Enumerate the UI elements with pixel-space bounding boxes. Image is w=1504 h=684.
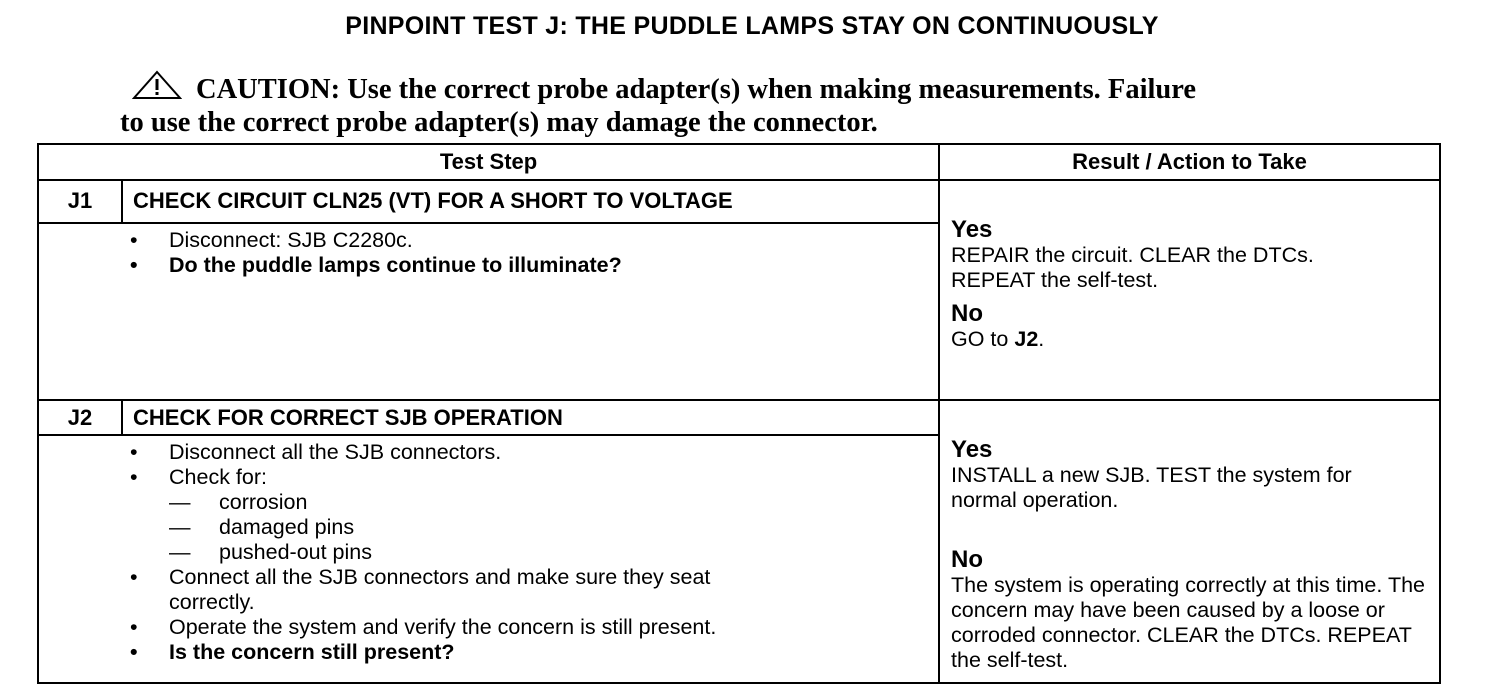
result-no-j1	[951, 301, 1429, 352]
list-item: • Do the puddle lamps continue to illuminate?	[130, 252, 622, 277]
list-item: — pushed-out pins	[169, 540, 372, 564]
result-no-suffix: .	[1038, 327, 1045, 351]
page-title: PINPOINT TEST J: THE PUDDLE LAMPS STAY ON CONTINUOUSLY	[345, 12, 1159, 40]
list-item: • Operate the system and verify the concern is still present.	[130, 615, 717, 639]
list-item: • Disconnect all the SJB connectors.	[130, 440, 502, 464]
result-yes-j1	[951, 217, 1429, 293]
result-no-text	[951, 327, 1429, 352]
caution-line-1	[120, 70, 1340, 107]
step-title-j2: CHECK FOR CORRECT SJB OPERATION	[122, 400, 939, 435]
caution-label: CAUTION:	[196, 74, 341, 105]
step-title-j1: CHECK CIRCUIT CLN25 (VT) FOR A SHORT TO VOLTAGE	[122, 180, 939, 223]
list-item: • Connect all the SJB connectors and make sure they seat correctly.	[130, 565, 711, 614]
result-yes-text: INSTALL a new SJB. TEST the system for normal operation.	[951, 463, 1352, 512]
list-item: — corrosion	[169, 490, 308, 514]
warning-triangle-icon	[132, 70, 182, 107]
result-no-label: No	[951, 546, 984, 573]
list-item: • Is the concern still present?	[130, 640, 455, 664]
list-item: • Check for:	[130, 465, 267, 489]
list-item: • Disconnect: SJB C2280c.	[130, 227, 413, 252]
result-yes-label: Yes	[951, 436, 993, 463]
step-row-j2-title	[38, 400, 1440, 435]
step-body-j1	[122, 223, 939, 400]
step-id-j2: J2	[38, 400, 122, 435]
result-no-j2	[951, 547, 1429, 673]
table-header-row	[38, 144, 1440, 180]
caution-text-line-1: Use the correct probe adapter(s) when making measurements. Failure	[347, 74, 1197, 105]
result-no-label: No	[951, 300, 984, 327]
pinpoint-test-table	[37, 143, 1441, 684]
step-row-j1-title	[38, 180, 1440, 223]
result-no-prefix: GO to	[951, 327, 1009, 351]
step-result-j2	[939, 400, 1440, 683]
caution-text-line-2: to use the correct probe adapter(s) may damage the connector.	[120, 107, 878, 138]
result-no-text: The system is operating correctly at this time. The concern may have been caused by a loose or corroded connector. CLEAR the DTCs. REPEAT the self-test.	[951, 573, 1425, 672]
result-yes-text: REPAIR the circuit. CLEAR the DTCs. REPEAT the self-test.	[951, 243, 1314, 292]
caution-note	[120, 70, 1340, 138]
goto-j2-link[interactable]: J2	[1014, 327, 1039, 351]
step-id-j1: J1	[38, 180, 122, 223]
list-item: — damaged pins	[169, 515, 355, 539]
header-result-action: Result / Action to Take	[939, 144, 1440, 180]
result-yes-label: Yes	[951, 216, 993, 243]
result-yes-j2	[951, 437, 1429, 513]
step-result-j1	[939, 180, 1440, 400]
step-body-j2	[122, 435, 939, 683]
header-test-step: Test Step	[38, 144, 939, 180]
